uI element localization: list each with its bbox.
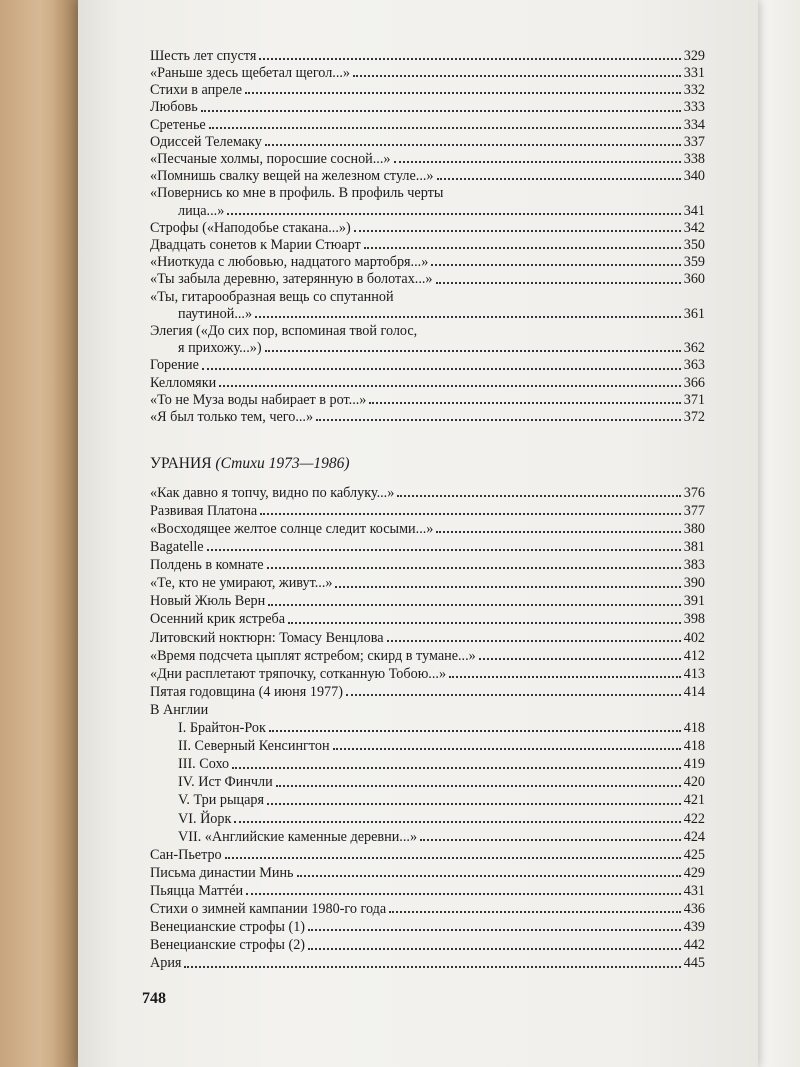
toc-entry [150,574,705,591]
toc-entry-page: 337 [683,133,705,150]
toc-entry-title: Венецианские строфы (1) [150,919,306,936]
toc-entry-title: Полдень в комнате [150,557,264,574]
dot-leader [269,716,681,732]
toc-entry-page: 366 [683,374,705,391]
toc-entry-page: 418 [683,720,705,737]
dot-leader [202,354,681,370]
toc-entry-page: 341 [683,202,705,219]
toc-entry-page: 363 [683,357,705,374]
toc-entry-page: 431 [683,882,705,899]
toc-entry-page: 342 [683,219,705,236]
toc-entry-title: «Как давно я топчу, видно по каблуку...» [150,484,395,501]
dot-leader [387,626,681,642]
toc-entry-title: «Повернись ко мне в профиль. В профиль черты [150,185,444,202]
toc-entry-page: 350 [683,236,705,253]
toc-entry [150,845,705,862]
toc-entry-title: «Я был только тем, чего...» [150,408,314,425]
toc-entry-title: я прихожу...») [178,340,262,357]
toc-entry-title: IV. Ист Финчли [178,774,273,791]
toc-entry-page: 361 [683,305,705,322]
toc-entry [150,664,705,681]
toc-entry-page: 421 [683,792,705,809]
dot-leader [316,405,681,421]
toc-entry-title: В Англии [150,701,209,718]
toc-entry-title: VII. «Английские каменные деревни...» [178,828,418,845]
toc-entry-page: 398 [683,611,705,628]
toc-entry-page: 340 [683,168,705,185]
toc-entry [150,954,705,971]
toc-entry-page: 425 [683,846,705,863]
dot-leader [479,644,681,660]
section-heading [150,455,350,473]
toc-entry-page: 436 [683,901,705,918]
toc-entry-title: II. Северный Кенсингтон [178,738,330,755]
dot-leader [267,553,681,569]
toc-entry-title: «То не Муза воды набирает в рот...» [150,391,367,408]
toc-entry-title: лица...» [178,202,225,219]
toc-entry-page: 380 [683,520,705,537]
toc-entry [150,610,705,627]
toc-entry-title: «Помнишь свалку вещей на железном стуле...» [150,168,434,185]
toc-entry-title: Венецианские строфы (2) [150,937,306,954]
toc-entry [150,555,705,572]
toc-entry-page: 390 [683,575,705,592]
toc-entry-page: 445 [683,955,705,972]
dot-leader [354,216,681,232]
toc-entry-title: Стихи в апреле [150,82,243,99]
toc-entry [150,270,705,287]
toc-entry [150,483,705,500]
toc-entry-title: Элегия («До сих пор, вспоминая твой голос, [150,322,418,339]
dot-leader [335,572,680,588]
toc-entry [150,407,705,424]
toc-entry-title: Одиссей Телемаку [150,133,262,150]
dot-leader [246,879,681,895]
toc-entry-page: 371 [683,391,705,408]
toc-entry-page: 383 [683,557,705,574]
toc-entry [178,755,705,772]
dot-leader [232,753,681,769]
toc-entry [150,936,705,953]
dot-leader [219,371,681,387]
toc-entry-page: 439 [683,919,705,936]
toc-entry-title: Любовь [150,99,198,116]
toc-entry-page: 329 [683,47,705,64]
dot-leader [436,268,681,284]
toc-entry [178,304,705,321]
toc-entry-title: Пьяцца Маттéи [150,882,244,899]
dot-leader [209,113,681,129]
dot-leader [394,147,681,163]
toc-entry [150,700,705,717]
toc-entry-page: 376 [683,484,705,501]
dot-leader [431,250,680,266]
toc-entry-title: Осенний крик ястреба [150,611,286,628]
dot-leader [308,934,681,950]
toc-entry-title: «Раньше здесь щебетал щегол...» [150,64,351,81]
toc-entry-title: Стихи о зимней кампании 1980-го года [150,901,387,918]
dot-leader [364,233,681,249]
toc-entry-page: 413 [683,665,705,682]
toc-entry-page: 333 [683,99,705,116]
toc-entry-title: Сан-Пьетро [150,846,222,863]
dot-leader [420,825,681,841]
toc-entry [150,881,705,898]
dot-leader [288,608,681,624]
toc-entry [150,682,705,699]
dot-leader [207,535,681,551]
dot-leader [353,61,681,77]
toc-entry [150,863,705,880]
toc-entry-page: 422 [683,810,705,827]
dot-leader [389,897,681,913]
dot-leader [369,388,680,404]
toc-entry-title: «Ты, гитарообразная вещь со спутанной [150,288,394,305]
toc-entry-title: Литовский ноктюрн: Томасу Венцлова [150,629,384,646]
dot-leader [255,302,681,318]
toc-entry-page: 334 [683,116,705,133]
dot-leader [234,807,680,823]
dot-leader [449,662,681,678]
toc-entry [150,917,705,934]
dot-leader [201,96,681,112]
toc-entry-title: Горение [150,357,199,374]
toc-entry [150,592,705,609]
toc-entry-title: I. Брайтон-Рок [178,720,266,737]
toc-entry-page: 338 [683,150,705,167]
toc-entry-title: Bagatelle [150,539,204,556]
toc-entry-title: Двадцать сонетов к Марии Стюарт [150,236,361,253]
toc-entry-title: Новый Жюль Верн [150,593,266,610]
toc-entry-title: Развивая Платона [150,502,258,519]
dot-leader [227,199,680,215]
toc-entry-page: 381 [683,539,705,556]
dot-leader [308,915,681,931]
toc-entry-page: 359 [683,254,705,271]
section-title: УРАНИЯ [150,455,212,472]
dot-leader [267,789,681,805]
toc-entry-page: 414 [683,683,705,700]
toc-entry-page: 377 [683,502,705,519]
dot-leader [265,130,681,146]
toc-entry [178,718,705,735]
dot-leader [297,861,681,877]
toc-entry-title: Письма династии Минь [150,864,294,881]
toc-entry-page: 362 [683,340,705,357]
dot-leader [268,590,681,606]
dot-leader [333,734,681,750]
toc-entry-page: 442 [683,937,705,954]
dot-leader [397,481,680,497]
toc-entry [178,736,705,753]
toc-entry-page: 420 [683,774,705,791]
toc-entry-page: 331 [683,64,705,81]
dot-leader [436,517,680,533]
toc-entry-title: «Песчаные холмы, поросшие сосной...» [150,150,391,167]
toc-entry-title: «Дни расплетают тряпочку, сотканную Тобою...» [150,665,447,682]
dot-leader [259,44,680,60]
dot-leader [260,499,681,515]
toc-entry-title: Сретенье [150,116,206,133]
toc-entry-page: 412 [683,647,705,664]
dot-leader [437,164,681,180]
toc-entry-page: 429 [683,864,705,881]
dot-leader [245,78,681,94]
toc-entry-title: Пятая годовщина (4 июня 1977) [150,683,343,700]
toc-entry-title: III. Сохо [178,756,230,773]
toc-entry [150,899,705,916]
toc-entry-title: Строфы («Наподобье стакана...») [150,219,351,236]
dot-leader [276,771,681,787]
toc-entry-title: «Ниоткуда с любовью, надцатого мартобря...» [150,254,429,271]
toc-entry-page: 360 [683,271,705,288]
toc-entry-page: 424 [683,828,705,845]
toc-entry-title: «Время подсчета цыплят ястребом; скирд в тумане...» [150,647,476,664]
toc-entry [150,537,705,554]
toc-entry-title: паутиной...» [178,305,253,322]
page-number: 748 [142,990,166,1007]
toc-entry [178,791,705,808]
toc-entry-page: 419 [683,756,705,773]
toc-entry [150,519,705,536]
toc-entry-title: Келломяки [150,374,217,391]
toc-entry [178,827,705,844]
toc-entry-title: V. Три рыцаря [178,792,265,809]
toc-entry-title: Шесть лет спустя [150,47,257,64]
section-subtitle: (Стихи 1973—1986) [215,455,350,472]
toc-entry [150,646,705,663]
dot-leader [346,680,681,696]
dot-leader [265,336,681,352]
toc-entry [178,773,705,790]
toc-entry-page: 418 [683,738,705,755]
toc-entry [150,166,705,183]
toc-entry-page: 372 [683,408,705,425]
toc-entry-page: 391 [683,593,705,610]
toc-entry [150,501,705,518]
toc-entry-title: «Те, кто не умирают, живут...» [150,575,333,592]
toc-entry-page: 332 [683,82,705,99]
toc-entry-page: 402 [683,629,705,646]
toc-entry [178,809,705,826]
toc-entry-title: «Ты забыла деревню, затерянную в болотах...» [150,271,433,288]
dot-leader [184,952,680,968]
toc-entry-title: VI. Йорк [178,810,232,827]
toc-entry [150,628,705,645]
toc-entry-title: Ария [150,955,182,972]
dot-leader [225,843,681,859]
toc-entry-title: «Восходящее желтое солнце следит косыми...» [150,520,434,537]
